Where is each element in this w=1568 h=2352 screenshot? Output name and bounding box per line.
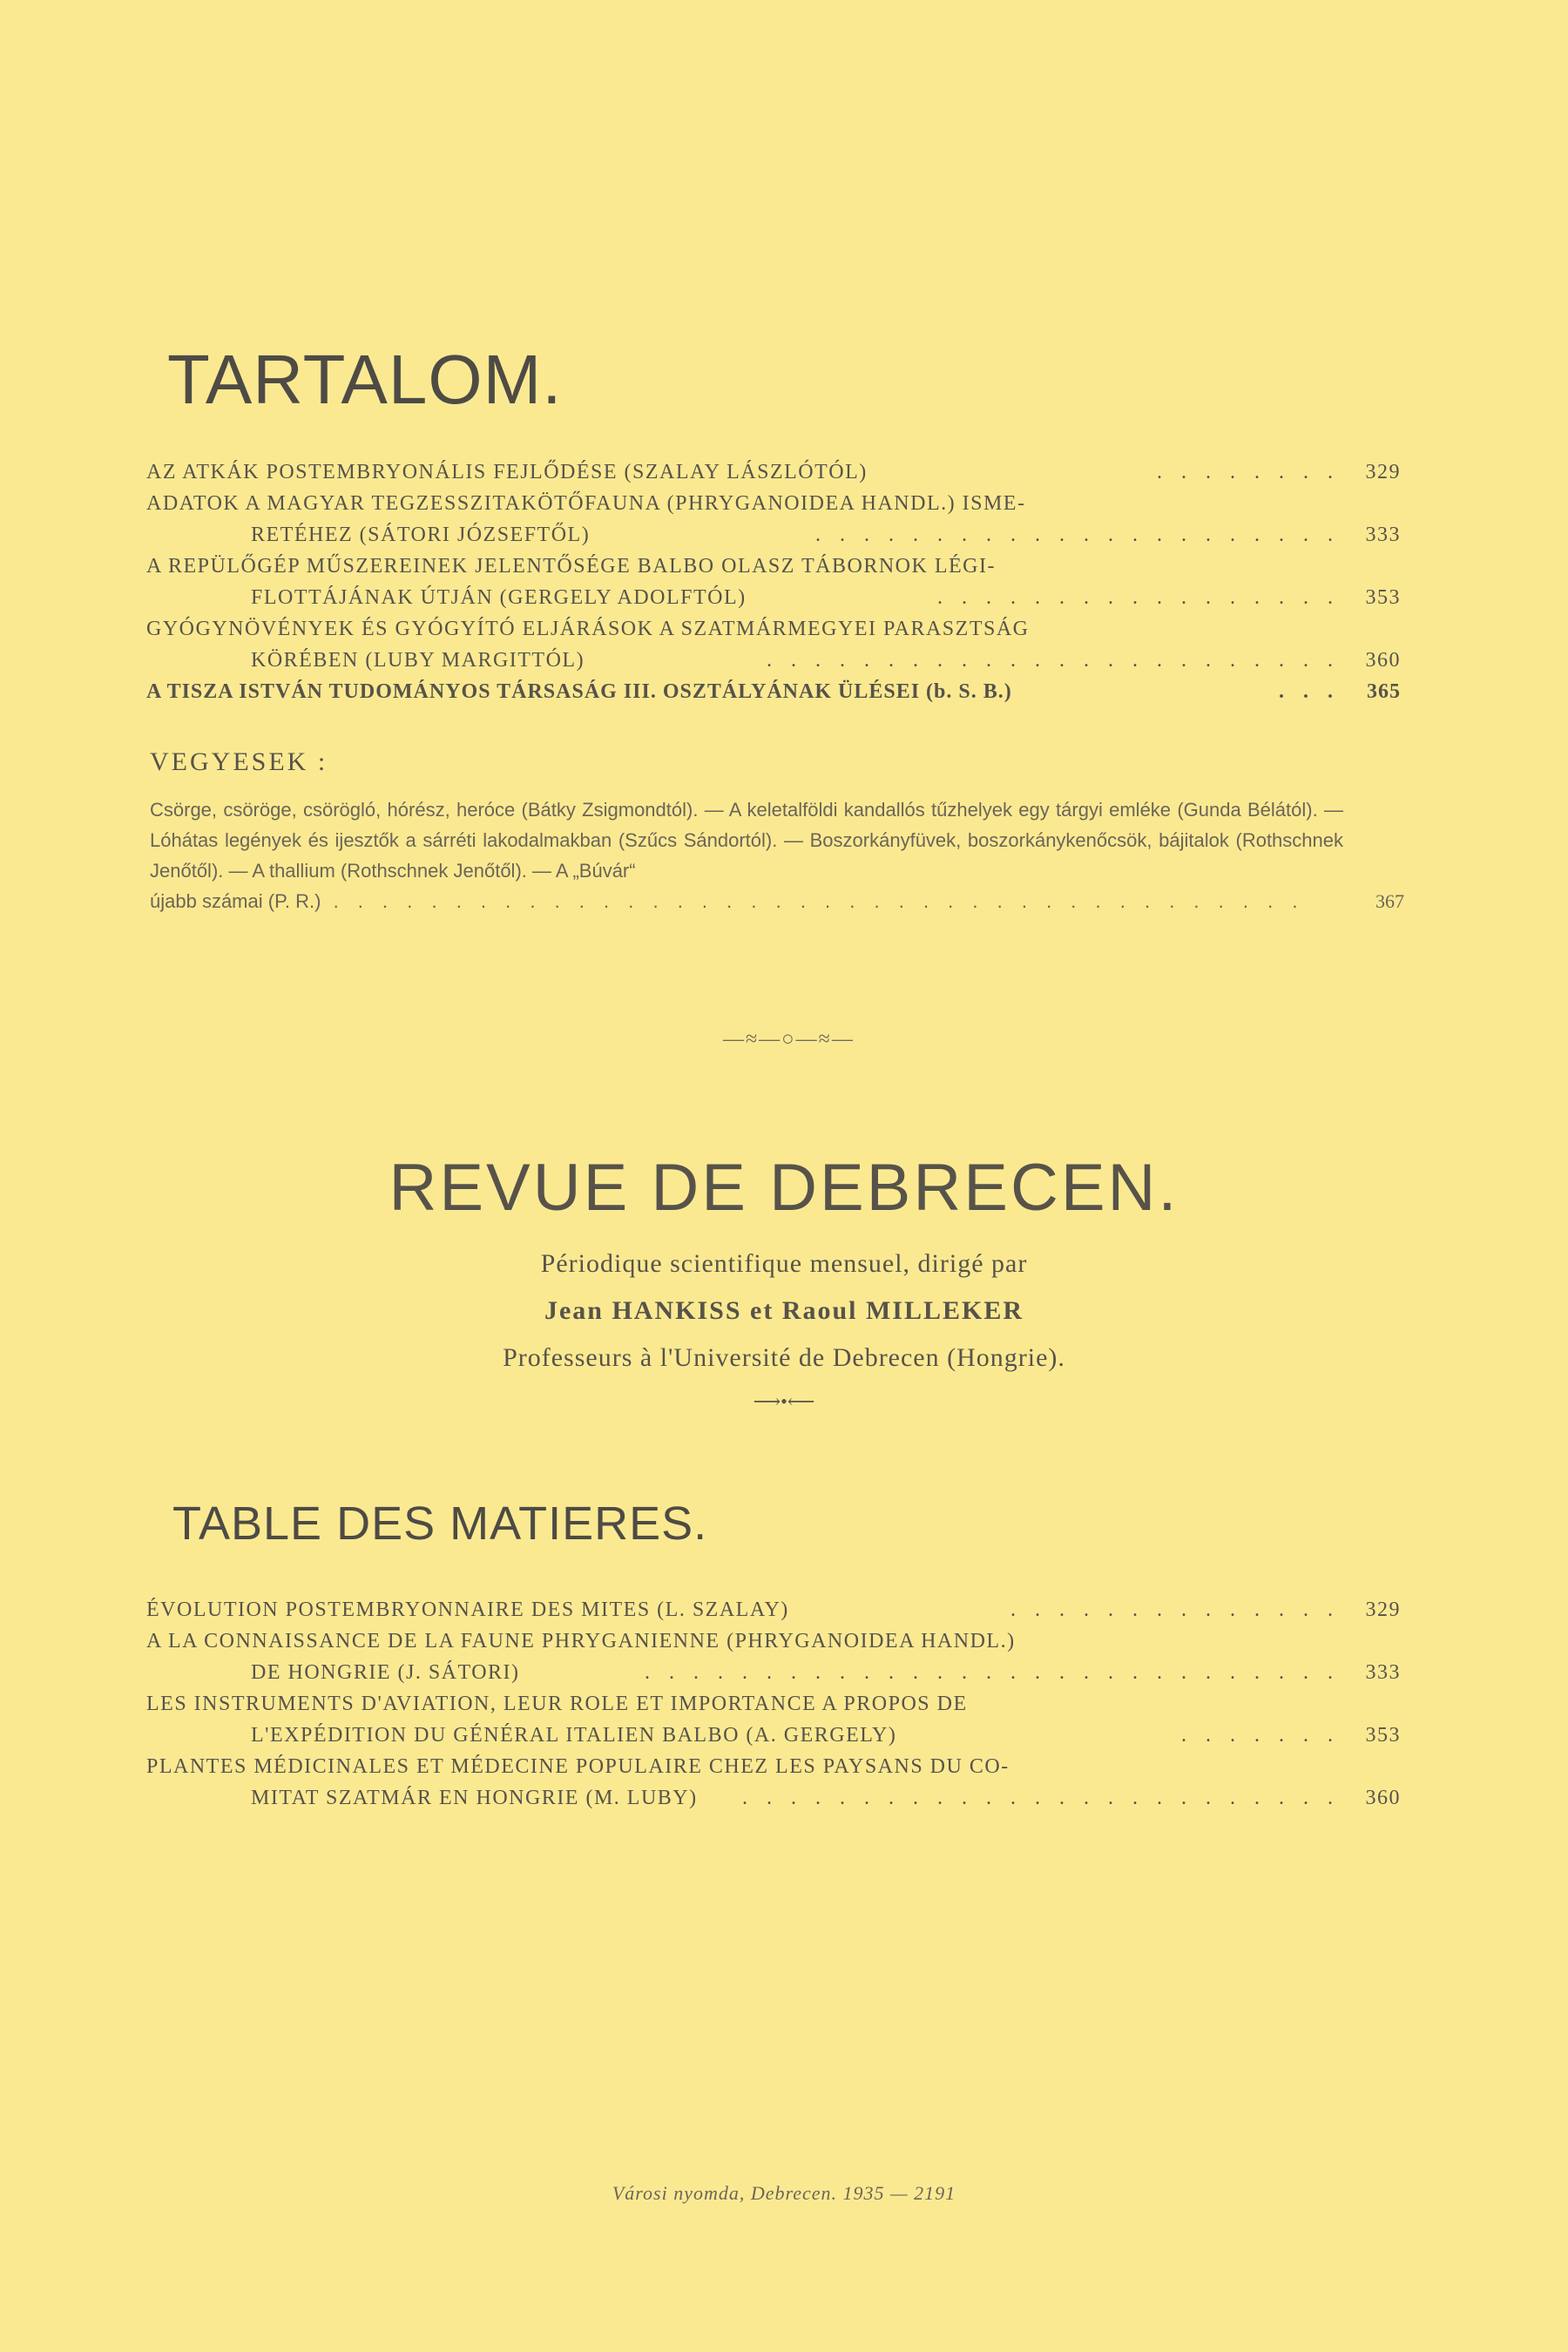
toc-entry: L'EXPÉDITION DU GÉNÉRAL ITALIEN BALBO (A. GERGELY) . . . . . . . 353 [251, 1724, 1401, 1747]
toc-entry: ÉVOLUTION POSTEMBRYONNAIRE DES MITES (L. SZALAY) . . . . . . . . . . . . . . 329 [146, 1598, 1401, 1621]
revue-title: REVUE DE DEBRECEN. [389, 1151, 1179, 1225]
hu-toc [146, 456, 1401, 707]
toc-entry: GYÓGYNÖVÉNYEK ÉS GYÓGYÍTÓ ELJÁRÁSOK A SZATMÁRMEGYEI PARASZTSÁG [146, 618, 1030, 640]
revue-subtitle: Périodique scientifique mensuel, dirigé par [540, 1249, 1028, 1278]
toc-entry: LES INSTRUMENTS D'AVIATION, LEUR ROLE ET IMPORTANCE A PROPOS DE [146, 1693, 968, 1715]
toc-entry: KÖRÉBEN (LUBY MARGITTÓL) . . . . . . . . . . . . . . . . . . . . . . . . 360 [251, 649, 1401, 672]
toc-entry: RETÉHEZ (SÁTORI JÓZSEFTŐL) . . . . . . . . . . . . . . . . . . . . . . 333 [251, 524, 1401, 546]
toc-entry: ADATOK A MAGYAR TEGZESSZITAKÖTŐFAUNA (PHRYGANOIDEA HANDL.) ISME- [146, 492, 1026, 515]
misc-last-row: újabb számai (P. R.) . . . . . . . . . . . . . . . . . . . . . . . . . . . . . . . . . . . . . . . . 367 [150, 886, 1343, 916]
toc-entry: MITAT SZATMÁR EN HONGRIE (M. LUBY) . . . . . . . . . . . . . . . . . . . . . . . . . 360 [251, 1787, 1401, 1809]
revue-editors: Jean HANKISS et Raoul MILLEKER [544, 1296, 1024, 1325]
toc-entry: A LA CONNAISSANCE DE LA FAUNE PHRYGANIENNE (PHRYGANOIDEA HANDL.) [146, 1630, 1016, 1652]
toc-entry: FLOTTÁJÁNAK ÚTJÁN (GERGELY ADOLFTÓL) . . . . . . . . . . . . . . . . . 353 [251, 586, 1401, 609]
toc-entry: AZ ATKÁK POSTEMBRYONÁLIS FEJLŐDÉSE (SZALAY LÁSZLÓTÓL) . . . . . . . . 329 [146, 461, 1401, 483]
toc-entry: PLANTES MÉDICINALES ET MÉDECINE POPULAIRE CHEZ LES PAYSANS DU CO- [146, 1755, 1010, 1778]
printer-imprint: Városi nyomda, Debrecen. 1935 — 2191 [612, 2182, 956, 2204]
fr-toc [146, 1594, 1401, 1814]
small-ornament: ⟶•⟵ [753, 1390, 815, 1412]
hu-toc-title: TARTALOM. [167, 341, 563, 418]
misc-page-number: 367 [1375, 890, 1404, 912]
revue-affiliation: Professeurs à l'Université de Debrecen (Hongrie). [503, 1343, 1065, 1372]
misc-text: Csörge, csöröge, csörögló, hórész, heróce (Bátky Zsigmondtól). — A keletalföldi kandallós tűzhelyek egy tárgyi emléke (Gunda Bélától). — Lóhátas legények és ijesztők a sárréti lakodalmakban (Szűcs Sándortól). — Boszorkányfüvek, boszorkánykenőcsök, bájitalok (Rothschnek Jenőtől). — A thallium (Rothschnek Jenőtől). — A „Búvár“ [150, 799, 1343, 882]
toc-entry: A TISZA ISTVÁN TUDOMÁNYOS TÁRSASÁG III. OSZTÁLYÁNAK ÜLÉSEI (b. S. B.) . . . 365 [146, 680, 1401, 703]
misc-heading: VEGYESEK : [150, 747, 328, 776]
toc-entry: DE HONGRIE (J. SÁTORI) . . . . . . . . . . . . . . . . . . . . . . . . . . . . . 333 [251, 1661, 1401, 1684]
toc-entry: A REPÜLŐGÉP MŰSZEREINEK JELENTŐSÉGE BALBO OLASZ TÁBORNOK LÉGI- [146, 555, 996, 578]
fr-toc-title: TABLE DES MATIERES. [172, 1497, 708, 1550]
divider-ornament: —≈—○—≈— [723, 1028, 855, 1051]
misc-paragraph [150, 794, 1404, 916]
